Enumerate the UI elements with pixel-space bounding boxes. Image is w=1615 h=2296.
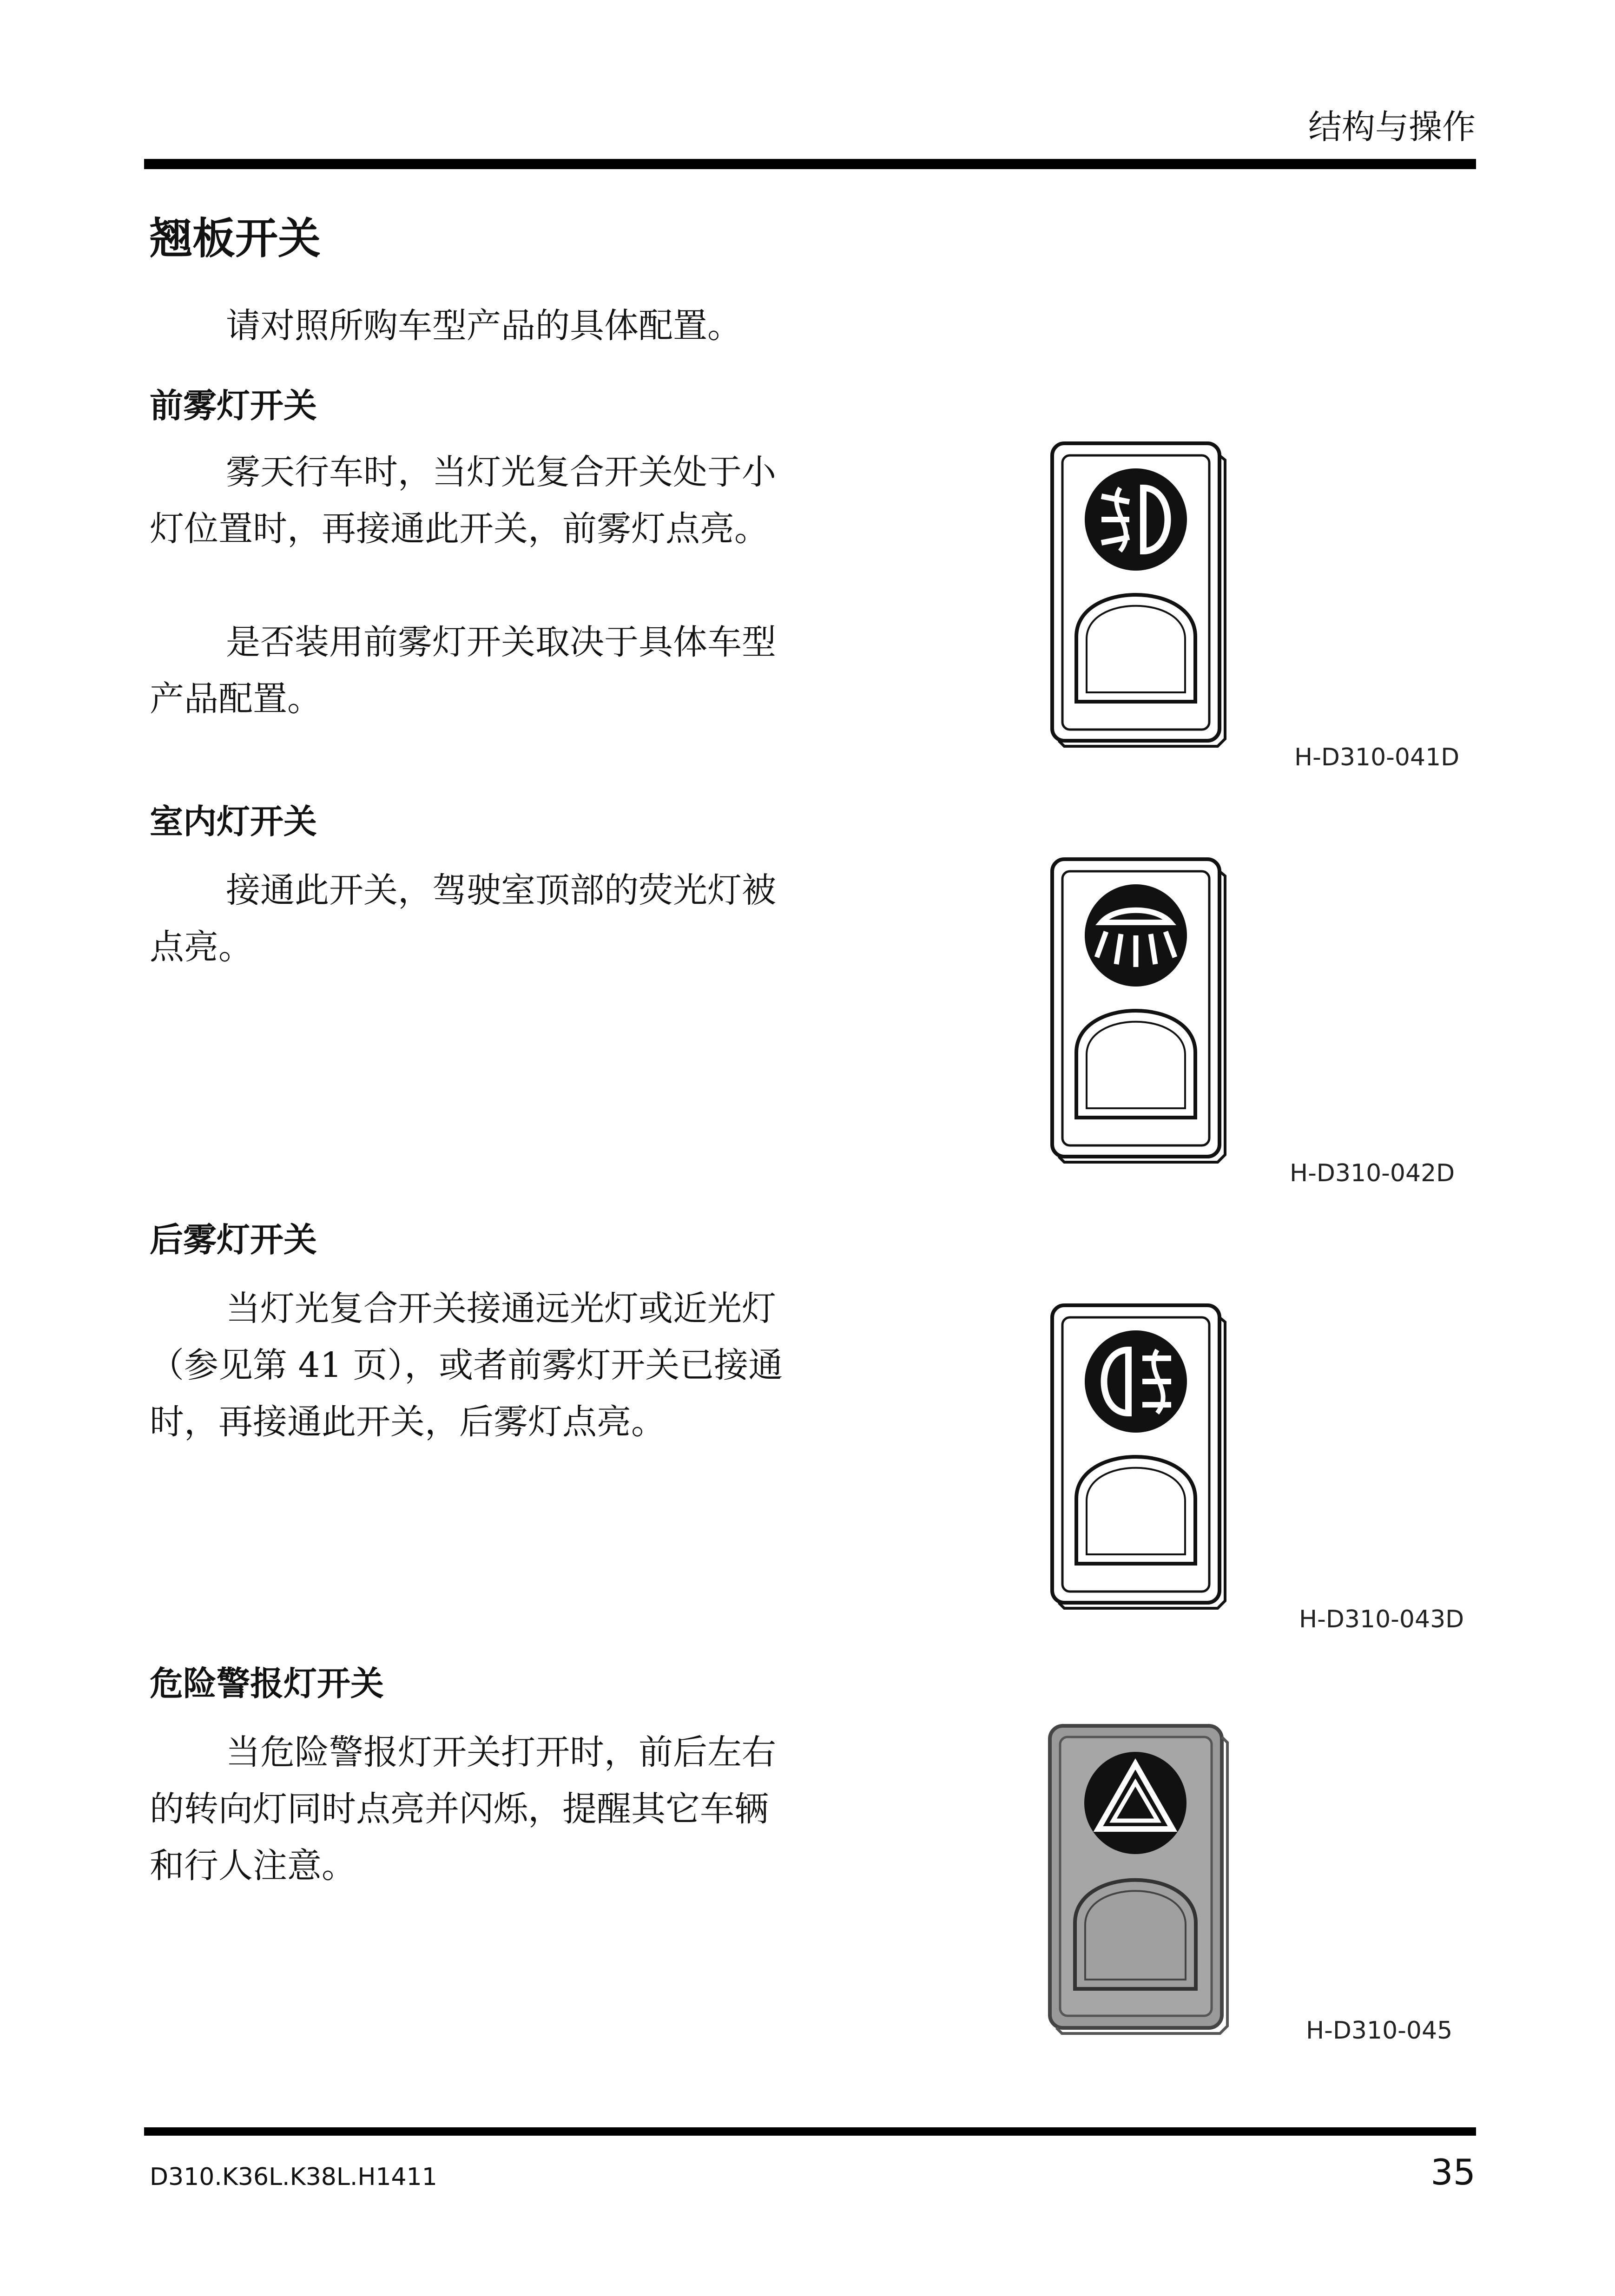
page-number: 35: [1430, 2151, 1476, 2193]
interior-lamp-switch-figure: [1050, 857, 1227, 1164]
front-fog-lamp-icon: [1085, 468, 1187, 571]
section-paragraph: 接通此开关，驾驶室顶部的荧光灯被点亮。: [150, 870, 776, 967]
section-heading-interior-lamp: 室内灯开关: [150, 802, 317, 841]
intro-paragraph: 请对照所购车型产品的具体配置。: [226, 306, 742, 346]
interior-lamp-icon: [1085, 884, 1187, 987]
hazard-warning-icon: [1084, 1752, 1187, 1854]
section-paragraph: 当灯光复合开关接通远光灯或近光灯（参见第 41 页），或者前雾灯开关已接通时，再接通此开关，后雾灯点亮。: [150, 1289, 783, 1442]
section-heading-rear-fog: 后雾灯开关: [150, 1220, 317, 1259]
footer-doc-code: D310.K36L.K38L.H1411: [150, 2163, 437, 2191]
page-title: 翘板开关: [150, 214, 321, 263]
footer-rule: [144, 2127, 1476, 2136]
section-paragraph: 雾天行车时，当灯光复合开关处于小灯位置时，再接通此开关，前雾灯点亮。: [150, 452, 776, 549]
running-header: 结构与操作: [1308, 107, 1476, 146]
header-rule: [144, 159, 1476, 169]
figure-caption: H-D310-043D: [1299, 1605, 1464, 1633]
hazard-switch-figure: [1048, 1724, 1229, 2035]
rear-fog-switch-figure: [1050, 1303, 1227, 1610]
figure-caption: H-D310-045: [1306, 2017, 1453, 2045]
section-heading-front-fog: 前雾灯开关: [150, 386, 317, 425]
section-heading-hazard: 危险警报灯开关: [150, 1664, 384, 1703]
rear-fog-lamp-icon: [1085, 1330, 1187, 1433]
section-paragraph: 当危险警报灯开关打开时，前后左右的转向灯同时点亮并闪烁，提醒其它车辆和行人注意。: [150, 1732, 776, 1886]
section-paragraph: 是否装用前雾灯开关取决于具体车型产品配置。: [150, 622, 776, 719]
figure-caption: H-D310-042D: [1290, 1159, 1455, 1187]
front-fog-switch-figure: [1050, 441, 1227, 748]
figure-caption: H-D310-041D: [1294, 743, 1460, 771]
